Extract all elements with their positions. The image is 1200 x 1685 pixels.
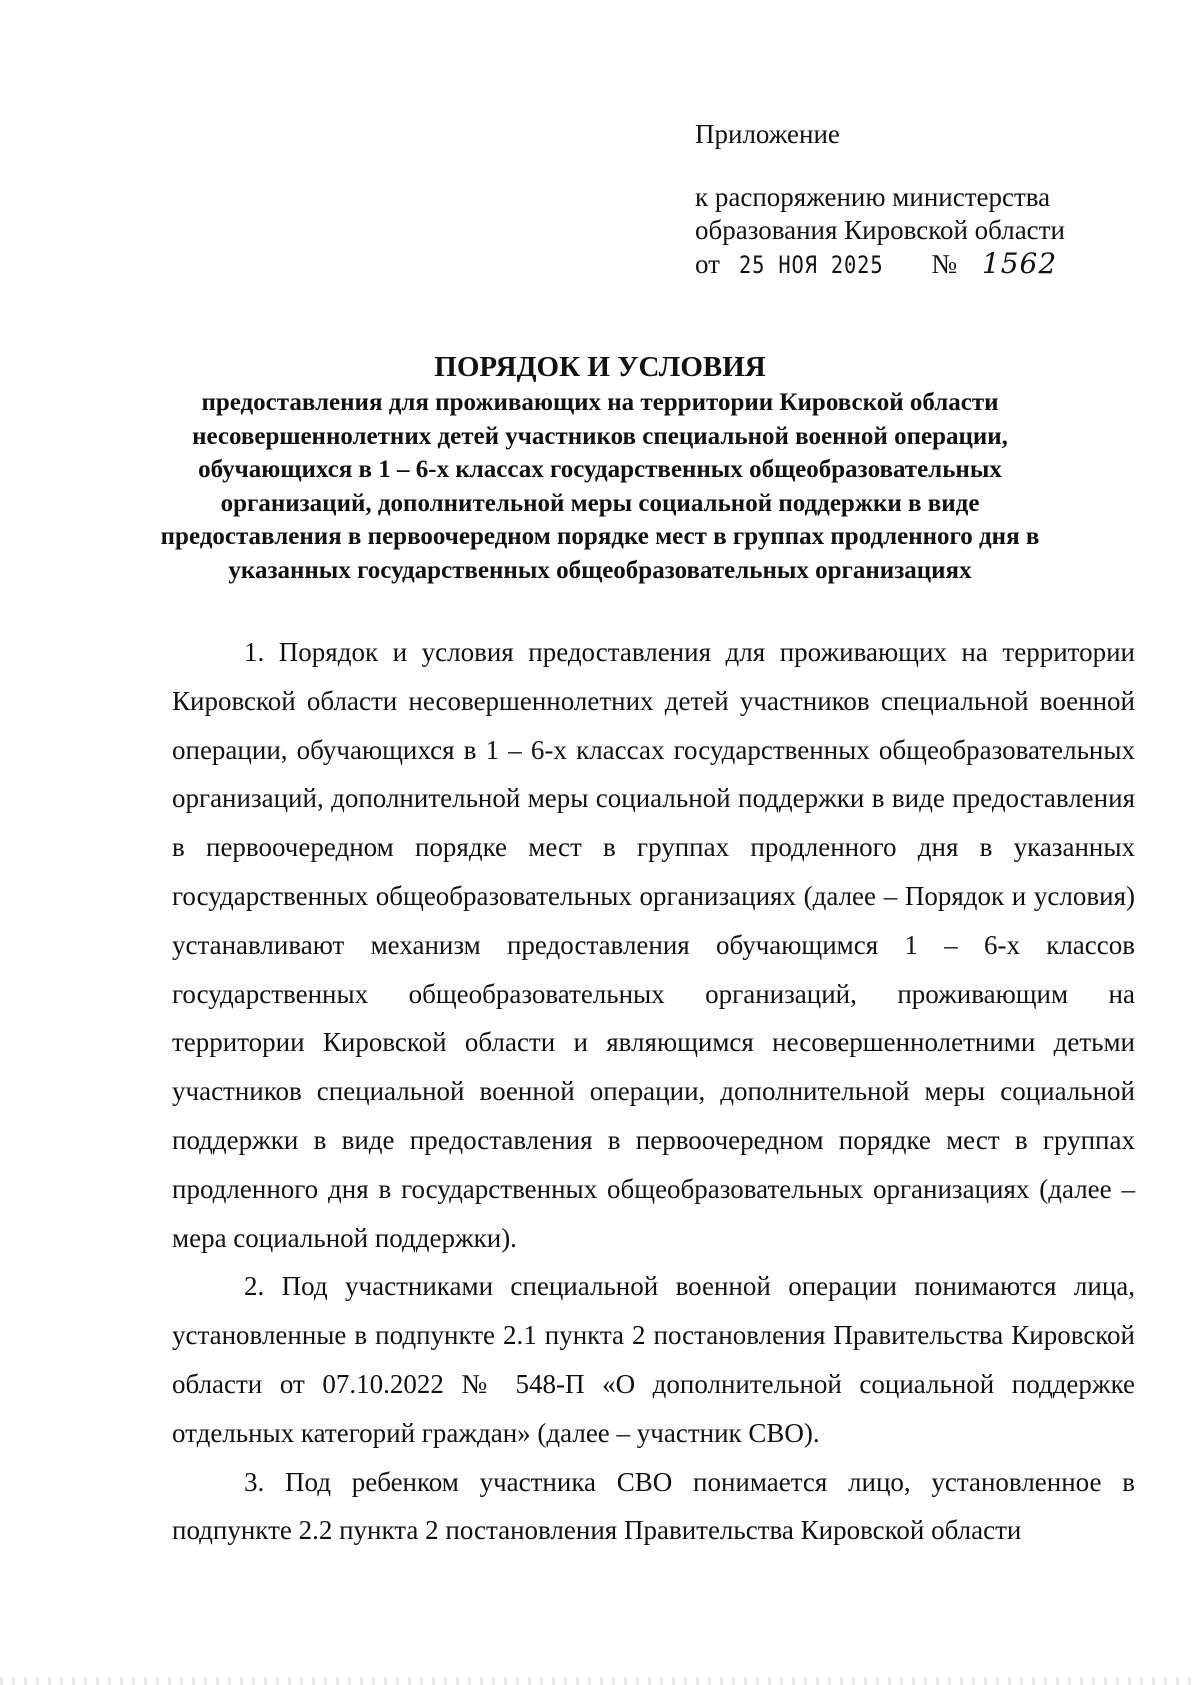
handwritten-number: 1562 [981,247,1058,280]
document-subtitle: предоставления для проживающих на территории Кировской области несовершеннолетних детей участников специальной военной операции, обучающихся в 1 – 6-х классах государственных общеобразовательных организаций, дополнительной меры социальной поддержки в виде предоставления в первоочередном порядке мест в группах продленного дня в указанных государственных общеобразовательных организациях [160,389,1040,584]
appendix-title: Приложение [695,119,840,149]
date-stamp: 25 НОЯ 2025 [738,251,884,279]
paragraph-3: 3. Под ребенком участника СВО понимается лицо, установленное в подпункте 2.2 пункта 2 постановления Правительства Кировской области [172,1466,1135,1546]
number-sign: № [931,249,958,279]
date-prefix: от [695,249,720,279]
appendix-line-2: образования Кировской области [695,215,1065,245]
document-title: ПОРЯДОК И УСЛОВИЯ [434,351,766,383]
document-body [172,628,1135,1555]
appendix-header [695,118,1115,282]
appendix-line-1: к распоряжению министерства [695,182,1051,212]
appendix-date-line [695,247,1115,282]
paragraph-1: 1. Порядок и условия предоставления для проживающих на территории Кировской области несовершеннолетних детей участников специальной военной операции, обучающихся в 1 – 6-х классах государственных общеобразовательных организаций, дополнительной меры социальной поддержки в виде предоставления в первоочередном порядке мест в группах продленного дня в указанных государственных общеобразовательных организациях (далее – Порядок и условия) устанавливают механизм предоставления обучающимся 1 – 6-х классов государственных общеобразовательных организаций, проживающим на территории Кировской области и являющимся несовершеннолетними детьми участников специальной военной операции, дополнительной меры социальной поддержки в виде предоставления в первоочередном порядке мест в группах продленного дня в государственных общеобразовательных организациях (далее – мера социальной поддержки). [172,637,1135,1253]
scan-edge-artifact [0,1677,1200,1685]
paragraph-2: 2. Под участниками специальной военной операции понимаются лица, установленные в подпункте 2.1 пункта 2 постановления Правительства Кировской области от 07.10.2022 № 548-П «О дополнительной социальной поддержке отдельных категорий граждан» (далее – участник СВО). [172,1271,1135,1448]
